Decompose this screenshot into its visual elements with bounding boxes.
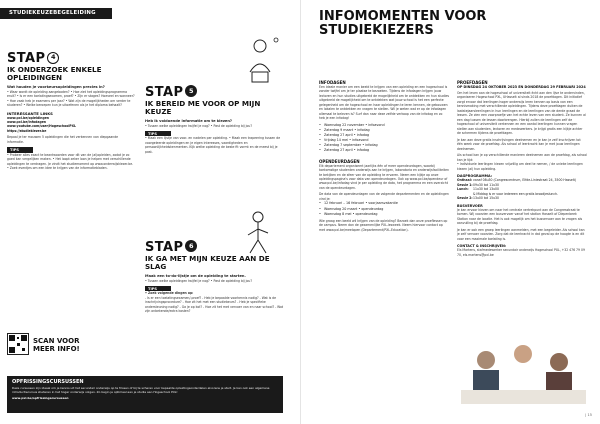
programma-row: Lunch: 11u30 tot 13u00 [457, 187, 499, 192]
stap4-note: Bepaal je ter mouwen 5 opleidingen die het verkennen van diepgaande informatie. [7, 135, 119, 144]
students-photo [461, 332, 586, 404]
stap6-block [145, 240, 285, 314]
programma-heading: DAGPROGRAMMA: [457, 174, 493, 179]
tips-label: TIPS [7, 147, 33, 152]
proefdagen-text2: Je kan aan deze gratis inschrijvingen deelnemen en je kan je zelf inschrijven tot één week voor de proefdag. Als school of leerkracht kan je met jouw leerlingen deelnemen. [457, 137, 581, 151]
stap4-label: STAP 4 [7, 52, 135, 65]
opendeur-heading: OPENDEURDAGEN [319, 158, 360, 164]
bus-text: Je kan ervoor kiezen om naar het centrale vertrekpunt aan de Congresstraat te komen. Wij voorzien een busvervoer vanaf het station Hasselt of Diepenbeek Station naar de locatie. Het is ook mogelijk om het busvervoer aan te vragen als aanvulling bij de proefdag. [457, 207, 583, 226]
page-title: INFOMOMENTEN VOOR STUDIEKIEZERS [319, 9, 487, 39]
opendeur-dates [319, 201, 449, 216]
proefdagen-period: OP DINSDAG 24 OKTOBER 2023 EN DONDERDAG 29 FEBRUARI 2024 [457, 85, 586, 89]
link-2[interactable]: www.pxl.be/infodagen [7, 119, 46, 124]
step-number-badge: 5 [185, 85, 197, 97]
stap4-title: IK ONDERZOEK ENKELE OPLEIDINGEN [7, 65, 102, 82]
bus-heading: BUSVERVOER [457, 203, 483, 208]
bus-text2: Je kan er ook een groep leerlingen aanmelden, met een begeleider. Als school kan je zelf vervoer voorzien. Zorg dat de leerkracht in dat geval op de hoogte is en dit voor een maximale toelating is. [457, 227, 585, 241]
date-item: • Woensdag 8 mei • opendeurdag [319, 212, 449, 217]
stap4-question: Wat houden je voorkeursopleidingen precies in? [7, 84, 105, 89]
stap4-tips: • Probeer alles exact te beantwoorden voor dit van de (al)opleiden, zodat je zo goed kan vergelijken maken. • Het loopt zeker loon je helpen met verschillende opleidingen te verdragen. Je vindt het studiemoment op www.onderwijskiezer.be. • Zoek eventjes om een idee te krijgen van de informatiebladen. [7, 152, 134, 171]
stap4-bullets: • Waar wordt de opleiding aangeboden? • Hoe ziet het opleidingsprogramma eruit? • Is er een toelatingsexamen, proef? • Zijn er stages? Hoeveel en wanneer? • Hoe vaak heb je examens per jaar? • Wat zijn de mogelijkheden om verder te studeren? • Welke beroepen kun je uitoefenen als je het diploma behaalt? [7, 89, 135, 108]
programma-row: Sessie 1: 09u30 tot 11u30 [457, 182, 499, 187]
scan-cta: SCAN VOOR MEER INFO! [33, 337, 80, 353]
programma-row: & Middag is er voor iedereen een gratis broodjeslunch. [473, 191, 559, 196]
stap5-lead: Heb ik voldoende informatie om te kiezen? [145, 118, 232, 123]
page-number: | 15 [585, 413, 592, 417]
proefdagen-text: Om het leven aan de hogeschool of universiteit écht aan den lijve te ondervinden, organiseren Hogeschool PXL, UHasselt al sinds 2018 de proefdagen. Dit initiatief zorgt ervoor dat leerlingen hoger onderwijs leren kennen op basis van een kennismaking met verschillende opleidingen. Tijdens deze proefdagen duiken de laatstejaarsleerlingen in hun leerlingen en de leerlingen van de derde graad de lessen. Ze zien een voorproefje van het echte leven van een student. Ze kunnen al een dag tussen de lessen doorbrengen. Hierbij zullen de leerlingen zelf de hogeschool of universiteit verkennen en een aantal leerlingen kunnen vragen stellen aan studenten, lectoren en medewerkers. Je krijgt gratis een kijkje achter de schermen tijdens de proefdagen. [457, 91, 586, 136]
link-4[interactable]: https://studiekiezer.be [7, 128, 47, 133]
qr-code[interactable] [7, 333, 29, 355]
stap5-title: IK BEREID ME VOOR OP MIJN KEUZE [145, 99, 261, 116]
stap5-bullets: • Tussen welke opleidingen twijfel je nog? • Past de opleiding bij jou? [145, 123, 253, 128]
programma-row: Onthaal: vanaf 08u30 (Congrescentrum, Elfde-Liniestraat 24, 3500 Hasselt) [457, 178, 577, 183]
date-item: • Zaterdag 9 maart • infodag [319, 128, 449, 133]
date-item: • Zaterdag 27 april • infodag [319, 148, 449, 153]
tips-label: TIPS [145, 286, 171, 291]
link-3[interactable]: www.youtube.com/user/HogeschoolPXL [7, 124, 77, 129]
right-page [300, 0, 600, 424]
stap6-bullets: • Tussen welke opleidingen twijfel je nog? • Past de opleiding bij jou? [145, 278, 253, 283]
date-item: • Zaterdag 7 september • infodag [319, 143, 449, 148]
date-item: • 12 februari – 16 februari • voorjaarsvakantie [319, 201, 449, 206]
footer-link[interactable]: www.pxl.be/opfrissingscursussen [12, 396, 69, 401]
infodagen-text: Een ideale manier om een beeld te krijgen van een opleiding en een hogeschool is zonder twijfel om je ter plaatse te bezoeken. Tijdens de infodagen krijgen jouw lectoren en hun studies uitgebreid de mogelijkheid om te ontdekken en hun studies uitgebreid de mogelijkheid om te ontdekken wat jouw school is het een perfecte gelegenheid om de hogeschool en haar opleidingen te leren kennen, de gebouwen en lokalen te ontdekken en vragen te stellen. Wil je weten wat er op de infodagen allemaal te beleven is? Surf dan naar deze zelfde verkoop van de infodag en zo heb je een infodag! [319, 85, 449, 121]
stap6-title: IK GA MET MIJN KEUZE AAN DE SLAG [145, 254, 270, 271]
stap6-label: STAP 6 [145, 240, 285, 254]
links-heading: INTERESSANTE LINKS [7, 110, 53, 116]
stap6-lead: Maak een to-do-lijstje om de opleiding te starten. [145, 273, 246, 278]
proefdagen-bullet: • Individuele leerlingen kiezen vrijwillig om deel te nemen, / de unieke leerlingen kiezen (al) hun opleiding. [457, 162, 583, 171]
proefdagen-text3: Als school kan je op verschillende manieren deelnemen aan de proefdag, als school kan je tijd: [457, 153, 587, 162]
footer-box [7, 376, 283, 413]
opendeur-dates-lead: De data van de opendeurdagen van de volgende departementen en de opleidingen vind je: [319, 192, 449, 201]
section-header: STUDIEKEUZEBEGELEIDING [0, 8, 112, 19]
step-number-badge: 6 [185, 240, 197, 252]
date-item: • Zaterdag 27 april • infodag [319, 133, 449, 138]
date-item: • Woensdag 20 maart • opendeurdag [319, 207, 449, 212]
footer-title: OPFRISSINGSCURSUSSEN [12, 379, 84, 385]
stap5-tips: • Maak een lijstje van voor- en nadelen per opleiding. • Maak een trapeering tussen de voorgeleerde opleidingen en je eigen interesses, vaardigheden en persoonlijkheidskenmerken. Kijk welke opleiding de beste fit vormt en de meest bij je past. [145, 136, 281, 154]
proefdagen-column [457, 80, 587, 257]
stap6-sub: • Zoek volgende dingen op: [145, 291, 194, 296]
stap5-block [145, 85, 285, 154]
stap6-todo: - Is er een toelatingsexamen/-proef? - Heb je bepaalde voorkennis nodig? - Wat is de inschrijvingsprocedure? - Hoe zit het met een studiebeurs? - Heb je specifieke ondersteuning nodig? - Ga je op kot? - Hoe zit het met vervoer van en naar school? - Wat zijn onbekende/extra kosten? [145, 295, 284, 314]
infodagen-column [319, 80, 449, 232]
programma-row: Sessie 2: 13u00 tot 15u30 [457, 196, 499, 201]
opendeur-text: Elk departement organiseert jaarlijks één of meer opendeurdagen, waarbij toekomstige studenten onderwijs aan te krijgen, laboratoria en onderwijsfaciliteiten te bekijken en de sfeer van de opleiding te ervaren. Neem een kijkje op onze opleidingspagina's voor data van opendeurdagen. Ook op www.pxl.be/opendeur of www.pxl.be/infodag vind je per opleiding de data, het programma en een overzicht van de opendeurdagen. [319, 163, 449, 190]
date-item: • Vrijdag 14 mei • infoavond [319, 138, 449, 143]
link-1[interactable]: www.pxl.be/opleidingen [7, 115, 49, 120]
tips-label: TIPS [145, 131, 171, 136]
footer-text: Deze cursussen zijn ideaal om je kennis uit het secundair onderwijs op te frissen of bij te scheren voor bepaalde opleidingsonderdelen alvorens je start. Je kan ook een algemene introductiecursus studeren in het hoger onderwijs volgen. Zo begin je optimaal aan je studie aan Hogeschool PXL! [12, 386, 270, 395]
contact-text: Els Martens, stafmedewerker secundair onderwijs Hogeschool PXL, +32 476 79 09 70, els.martens@pxl.be [457, 248, 585, 257]
date-item: • Woensdag 22 november • infoavond [319, 123, 449, 128]
contact-heading: CONTACT & INSCHRIJVEN: [457, 244, 507, 249]
proefdagen-heading: PROEFDAGEN [457, 80, 488, 85]
infodagen-heading: INFODAGEN [319, 80, 346, 85]
stap5-label: STAP 5 [145, 85, 285, 99]
infodagen-dates [319, 123, 449, 154]
step-number-badge: 4 [47, 52, 59, 64]
opendeur-outro: Wie graag een beeld wil krijgen van de opleiding? Bezoek dan onze proeflessen op de campus. Neem dan de gezamenlijke PXL-lesweek. Neem hiervoor contact op met www.pxl.be/meelopen (Departement/PXL-Education). [319, 218, 448, 232]
stap4-block [7, 52, 135, 171]
thinking-person-illustration [232, 32, 287, 87]
